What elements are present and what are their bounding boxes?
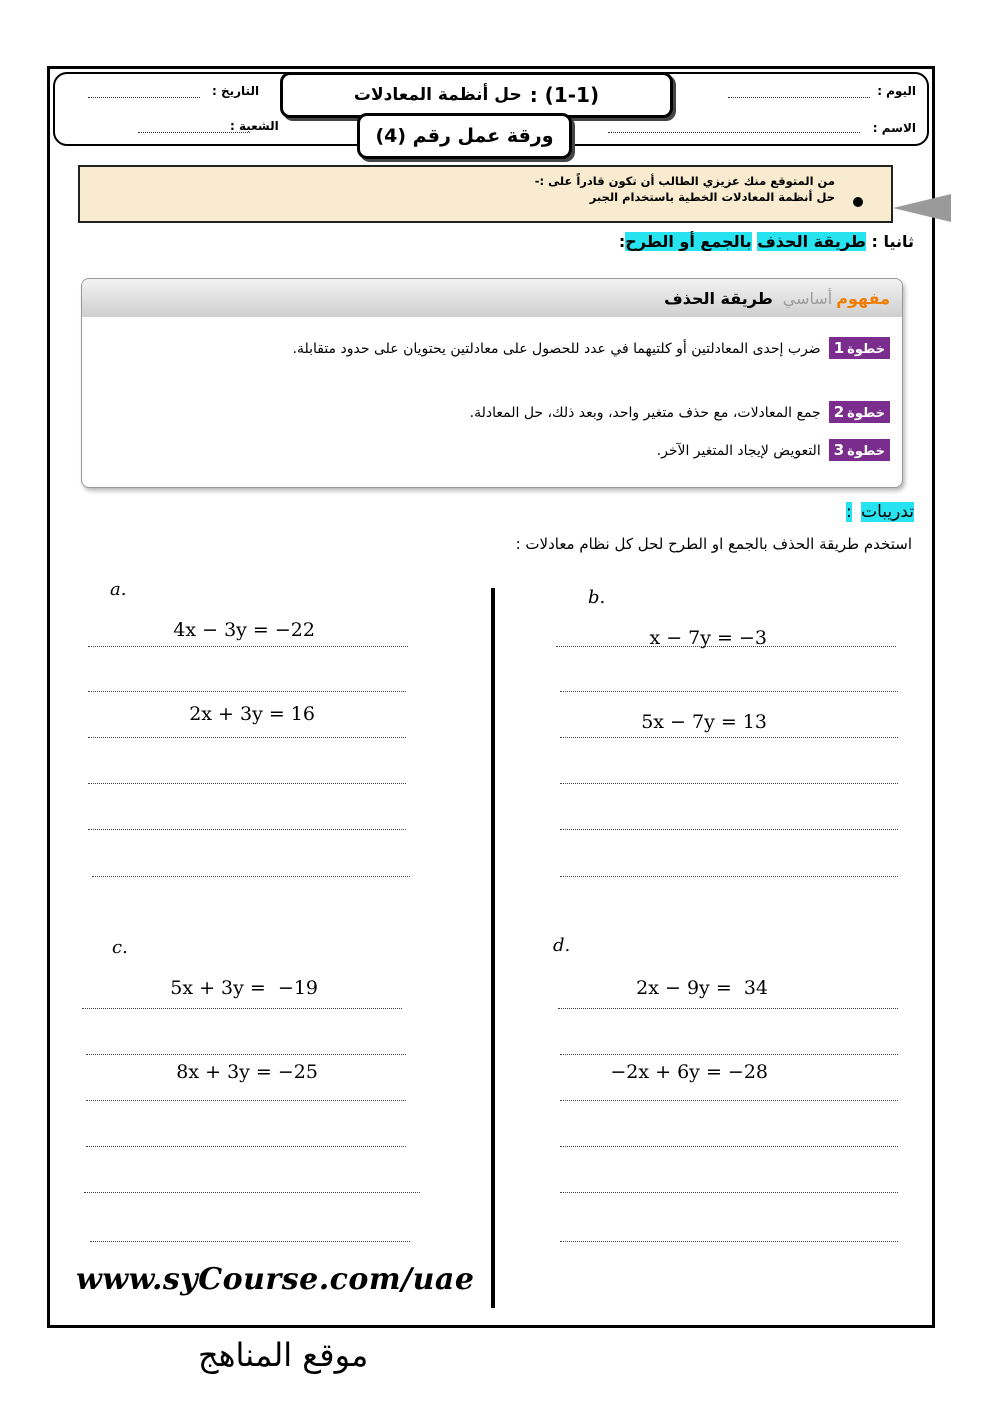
column-divider — [491, 588, 495, 1308]
day-field[interactable] — [728, 97, 870, 98]
section-method-detail: بالجمع أو الطرح — [625, 232, 752, 251]
objectives-intro: من المتوقع منك عزيزي الطالب أن تكون قادراً على :- — [534, 174, 835, 188]
step-1-tag: خطوة1 — [829, 337, 890, 359]
website-url[interactable]: www.syCourse.com/uae — [76, 1262, 475, 1297]
answer-line[interactable] — [560, 1146, 898, 1147]
exercise-b-label: b. — [588, 587, 606, 608]
exercise-d-system — [588, 918, 768, 1114]
objectives-box — [78, 165, 893, 223]
step-2-text: جمع المعادلات، مع حذف متغير واحد، وبعد ذلك، حل المعادلة. — [469, 405, 821, 421]
objective-item: حل أنظمة المعادلات الخطية باستخدام الجبر — [589, 190, 835, 204]
lesson-code: (1-1) : — [529, 83, 600, 107]
answer-line[interactable] — [558, 1008, 898, 1009]
exercise-b-eq1: x − 7y = −3 — [649, 627, 767, 649]
answer-line[interactable] — [86, 1100, 406, 1101]
exercise-c-eq2: 8x + 3y = −25 — [176, 1061, 318, 1083]
step-3-tag: خطوة3 — [829, 439, 890, 461]
date-label: التاريخ : — [212, 84, 260, 98]
exercise-d-eq1: 2x − 9y = 34 — [636, 977, 768, 999]
answer-line[interactable] — [88, 691, 406, 692]
answer-line[interactable] — [88, 783, 406, 784]
exercise-a-eq2: 2x + 3y = 16 — [189, 703, 315, 725]
section-heading — [619, 232, 914, 251]
section-label: الشعبة : — [230, 119, 279, 133]
section-prefix: ثانيا : — [871, 232, 914, 251]
site-name: موقع المناهج — [198, 1336, 369, 1374]
basic-word: أساسي — [782, 288, 833, 308]
drills-colon: : — [845, 502, 852, 522]
exercise-c-system — [146, 918, 318, 1114]
step-2 — [470, 401, 890, 425]
exercise-c-eq1: 5x + 3y = −19 — [170, 977, 318, 999]
step-1-text: ضرب إحدى المعادلتين أو كلتيهما في عدد للحصول على معادلتين يحتويان على حدود متقابلة. — [292, 341, 821, 357]
key-concept-box — [81, 278, 903, 488]
section-method: طريقة الحذف — [757, 232, 866, 251]
lesson-title-text: حل أنظمة المعادلات — [353, 85, 522, 105]
answer-line[interactable] — [560, 691, 898, 692]
answer-line[interactable] — [560, 829, 898, 830]
exercise-a-system — [150, 560, 315, 756]
exercise-b-system — [620, 568, 767, 764]
concept-title: طريقة الحذف — [664, 288, 773, 308]
answer-line[interactable] — [560, 1100, 898, 1101]
worksheet-number: ورقة عمل رقم (4) — [357, 113, 572, 159]
answer-line[interactable] — [560, 1054, 898, 1055]
step-3-text: التعويض لإيجاد المتغير الآخر. — [656, 443, 821, 459]
answer-line[interactable] — [84, 1192, 420, 1193]
section-colon: : — [618, 232, 626, 251]
step-1 — [240, 337, 890, 361]
answer-line[interactable] — [560, 783, 898, 784]
answer-line[interactable] — [556, 646, 896, 647]
answer-line[interactable] — [82, 1008, 402, 1009]
name-label: الاسم : — [872, 121, 916, 135]
day-label: اليوم : — [877, 84, 916, 98]
date-field[interactable] — [88, 97, 200, 98]
answer-line[interactable] — [560, 1192, 898, 1193]
concept-word: مفهوم — [836, 288, 890, 308]
lesson-title — [280, 72, 673, 118]
exercise-c-label: c. — [112, 937, 128, 958]
answer-line[interactable] — [90, 1241, 410, 1242]
exercise-d-label: d. — [553, 935, 571, 956]
step-2-tag: خطوة2 — [829, 401, 890, 423]
answer-line[interactable] — [86, 1146, 406, 1147]
drills-title — [846, 502, 914, 522]
exercise-a-eq1: 4x − 3y = −22 — [173, 619, 315, 641]
answer-line[interactable] — [88, 737, 406, 738]
key-concept-header — [82, 279, 902, 317]
answer-line[interactable] — [560, 1241, 898, 1242]
drills-title-text: تدريبات — [861, 502, 914, 522]
answer-line[interactable] — [88, 646, 408, 647]
section-field[interactable] — [138, 132, 250, 133]
exercise-b-eq2: 5x − 7y = 13 — [641, 711, 767, 733]
name-field[interactable] — [608, 132, 860, 133]
answer-line[interactable] — [560, 876, 898, 877]
answer-line[interactable] — [88, 829, 406, 830]
answer-line[interactable] — [560, 737, 898, 738]
answer-line[interactable] — [92, 876, 410, 877]
objectives-tail — [893, 194, 951, 222]
exercise-d-eq2: −2x + 6y = −28 — [610, 1061, 768, 1083]
answer-line[interactable] — [86, 1054, 406, 1055]
step-3 — [657, 439, 890, 463]
drills-instruction: استخدم طريقة الحذف بالجمع او الطرح لحل كل نظام معادلات : — [515, 535, 912, 553]
exercise-a-label: a. — [110, 579, 127, 600]
bullet-icon — [853, 197, 863, 207]
